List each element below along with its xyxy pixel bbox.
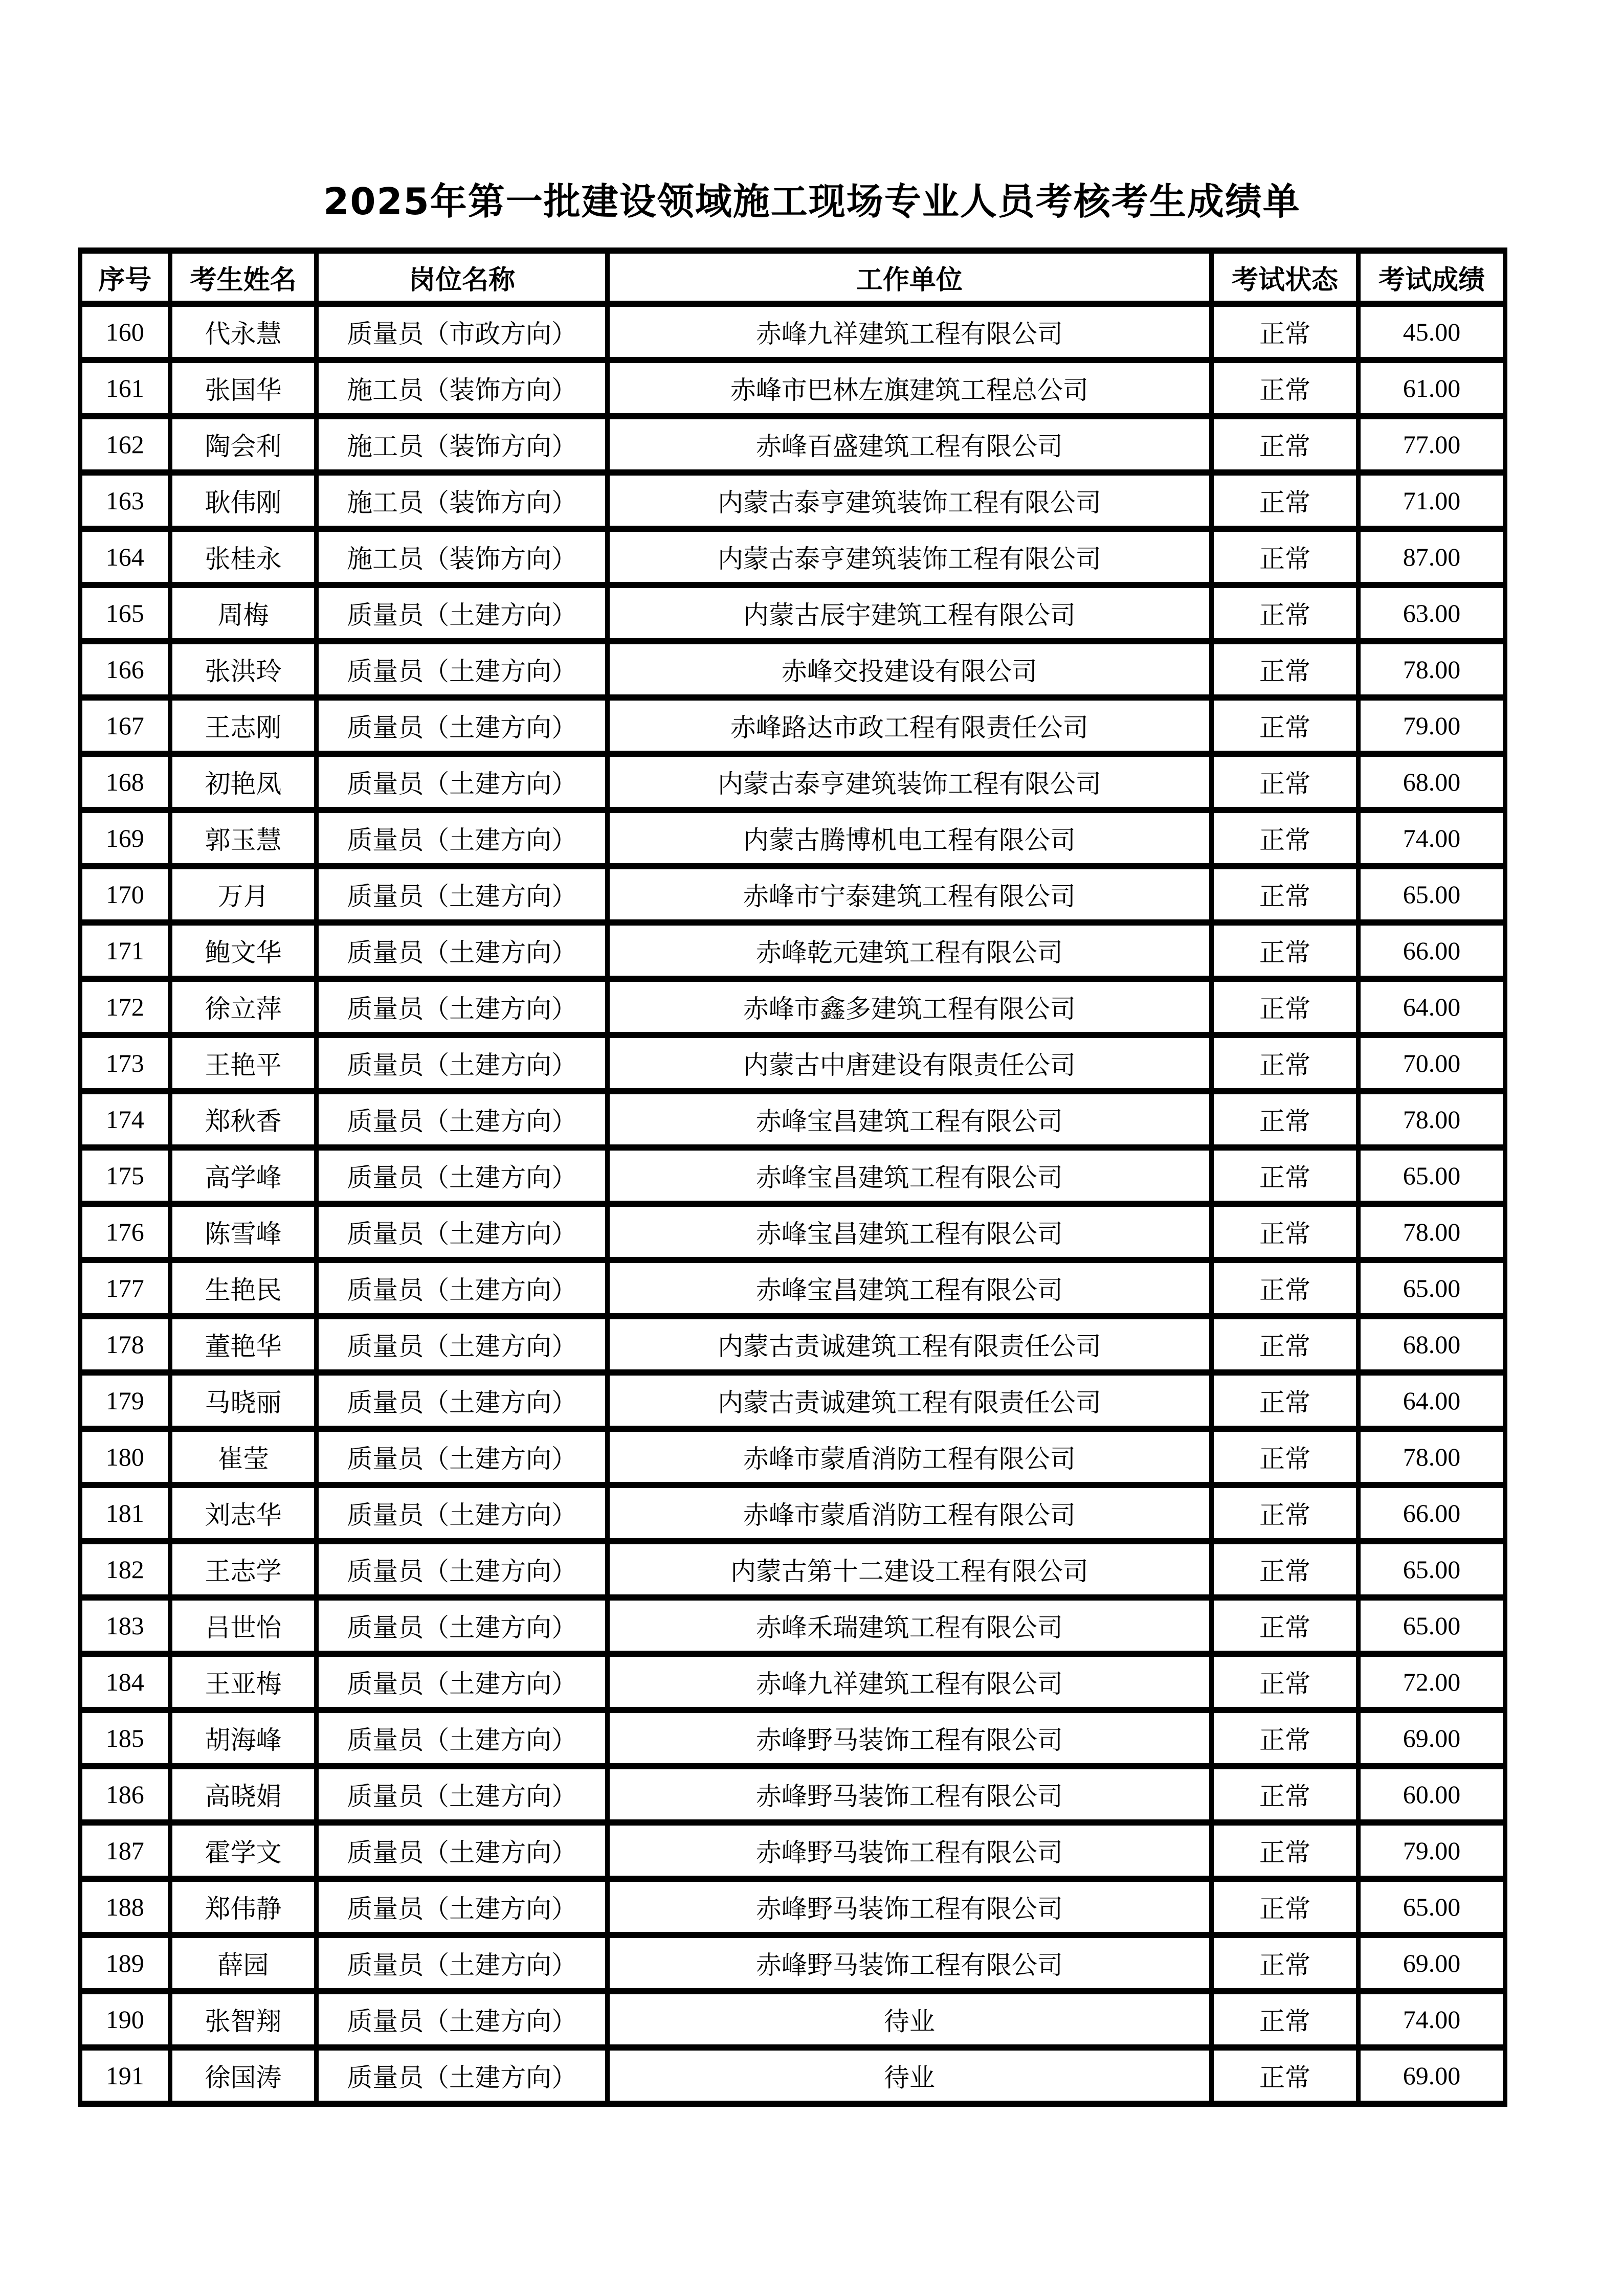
cell-position: 质量员（土建方向） [317,697,607,754]
cell-position: 质量员（土建方向） [317,1879,607,1935]
cell-score: 69.00 [1359,1935,1505,1991]
cell-no: 173 [80,1035,170,1091]
cell-company: 内蒙古腾博机电工程有限公司 [607,810,1211,866]
cell-position: 质量员（土建方向） [317,641,607,697]
table-row [80,1260,1505,1316]
cell-status: 正常 [1212,585,1359,641]
cell-no: 165 [80,585,170,641]
table-row [80,304,1505,360]
cell-score: 78.00 [1359,641,1505,697]
cell-status: 正常 [1212,1147,1359,1204]
cell-status: 正常 [1212,1766,1359,1822]
cell-position: 质量员（土建方向） [317,1091,607,1147]
cell-company: 内蒙古中唐建设有限责任公司 [607,1035,1211,1091]
table-row [80,1204,1505,1260]
cell-score: 66.00 [1359,1485,1505,1541]
cell-status: 正常 [1212,1091,1359,1147]
cell-no: 161 [80,360,170,416]
cell-score: 79.00 [1359,697,1505,754]
cell-no: 184 [80,1654,170,1710]
cell-status: 正常 [1212,1879,1359,1935]
cell-score: 72.00 [1359,1654,1505,1710]
table-row [80,1485,1505,1541]
cell-name: 胡海峰 [170,1710,317,1766]
cell-status: 正常 [1212,1541,1359,1597]
cell-position: 质量员（土建方向） [317,922,607,979]
cell-status: 正常 [1212,922,1359,979]
cell-position: 质量员（土建方向） [317,585,607,641]
cell-no: 181 [80,1485,170,1541]
cell-score: 65.00 [1359,1541,1505,1597]
cell-no: 191 [80,2047,170,2104]
cell-no: 169 [80,810,170,866]
table-row [80,1710,1505,1766]
cell-position: 质量员（土建方向） [317,1822,607,1879]
cell-status: 正常 [1212,866,1359,922]
cell-no: 183 [80,1597,170,1654]
cell-status: 正常 [1212,1372,1359,1429]
cell-score: 60.00 [1359,1766,1505,1822]
cell-no: 166 [80,641,170,697]
cell-company: 内蒙古辰宇建筑工程有限公司 [607,585,1211,641]
cell-company: 赤峰野马装饰工程有限公司 [607,1766,1211,1822]
cell-no: 189 [80,1935,170,1991]
cell-no: 164 [80,529,170,585]
cell-name: 陈雪峰 [170,1204,317,1260]
cell-company: 赤峰野马装饰工程有限公司 [607,1935,1211,1991]
cell-score: 77.00 [1359,416,1505,472]
cell-status: 正常 [1212,1822,1359,1879]
cell-no: 186 [80,1766,170,1822]
cell-no: 187 [80,1822,170,1879]
cell-status: 正常 [1212,304,1359,360]
cell-status: 正常 [1212,697,1359,754]
cell-position: 质量员（土建方向） [317,1147,607,1204]
cell-score: 65.00 [1359,1147,1505,1204]
cell-name: 耿伟刚 [170,472,317,529]
cell-score: 68.00 [1359,754,1505,810]
table-row [80,979,1505,1035]
cell-position: 质量员（土建方向） [317,1429,607,1485]
cell-no: 177 [80,1260,170,1316]
cell-name: 高学峰 [170,1147,317,1204]
cell-score: 69.00 [1359,2047,1505,2104]
cell-score: 65.00 [1359,1597,1505,1654]
page-title: 2025年第一批建设领域施工现场专业人员考核考生成绩单 [323,180,1301,223]
cell-position: 质量员（土建方向） [317,2047,607,2104]
cell-name: 徐国涛 [170,2047,317,2104]
cell-no: 171 [80,922,170,979]
cell-no: 180 [80,1429,170,1485]
cell-score: 79.00 [1359,1822,1505,1879]
cell-score: 78.00 [1359,1429,1505,1485]
cell-company: 待业 [607,1991,1211,2047]
cell-status: 正常 [1212,1991,1359,2047]
table-row [80,1597,1505,1654]
score-table-header [80,251,1505,304]
cell-name: 王亚梅 [170,1654,317,1710]
cell-company: 内蒙古责诚建筑工程有限责任公司 [607,1316,1211,1372]
cell-position: 质量员（土建方向） [317,1710,607,1766]
cell-status: 正常 [1212,1204,1359,1260]
cell-score: 65.00 [1359,1260,1505,1316]
cell-name: 代永慧 [170,304,317,360]
cell-no: 179 [80,1372,170,1429]
cell-name: 张智翔 [170,1991,317,2047]
cell-score: 66.00 [1359,922,1505,979]
cell-no: 162 [80,416,170,472]
cell-status: 正常 [1212,1485,1359,1541]
cell-status: 正常 [1212,2047,1359,2104]
cell-company: 赤峰野马装饰工程有限公司 [607,1822,1211,1879]
cell-score: 78.00 [1359,1091,1505,1147]
header-row [80,251,1505,304]
header-cell-company: 工作单位 [607,251,1211,304]
cell-company: 内蒙古泰亨建筑装饰工程有限公司 [607,754,1211,810]
cell-position: 质量员（土建方向） [317,1541,607,1597]
cell-status: 正常 [1212,1597,1359,1654]
cell-no: 188 [80,1879,170,1935]
cell-name: 郑伟静 [170,1879,317,1935]
score-table [78,247,1507,2107]
header-cell-no: 序号 [80,251,170,304]
cell-position: 质量员（土建方向） [317,866,607,922]
table-row [80,1879,1505,1935]
table-row [80,1316,1505,1372]
cell-position: 质量员（土建方向） [317,1991,607,2047]
cell-name: 薛园 [170,1935,317,1991]
cell-company: 内蒙古泰亨建筑装饰工程有限公司 [607,472,1211,529]
table-row [80,1654,1505,1710]
cell-company: 内蒙古责诚建筑工程有限责任公司 [607,1372,1211,1429]
cell-status: 正常 [1212,810,1359,866]
cell-position: 质量员（土建方向） [317,1372,607,1429]
cell-score: 74.00 [1359,1991,1505,2047]
cell-company: 赤峰市蒙盾消防工程有限公司 [607,1485,1211,1541]
table-row [80,1822,1505,1879]
cell-score: 71.00 [1359,472,1505,529]
cell-status: 正常 [1212,472,1359,529]
cell-status: 正常 [1212,1935,1359,1991]
cell-position: 质量员（市政方向） [317,304,607,360]
cell-company: 内蒙古泰亨建筑装饰工程有限公司 [607,529,1211,585]
cell-status: 正常 [1212,1429,1359,1485]
cell-position: 质量员（土建方向） [317,1035,607,1091]
cell-no: 168 [80,754,170,810]
cell-no: 172 [80,979,170,1035]
cell-status: 正常 [1212,416,1359,472]
cell-status: 正常 [1212,1035,1359,1091]
cell-no: 170 [80,866,170,922]
cell-no: 175 [80,1147,170,1204]
cell-company: 赤峰市鑫多建筑工程有限公司 [607,979,1211,1035]
cell-no: 185 [80,1710,170,1766]
cell-name: 郭玉慧 [170,810,317,866]
cell-score: 78.00 [1359,1204,1505,1260]
cell-score: 65.00 [1359,866,1505,922]
cell-position: 质量员（土建方向） [317,1260,607,1316]
cell-status: 正常 [1212,1654,1359,1710]
table-row [80,585,1505,641]
cell-position: 质量员（土建方向） [317,1316,607,1372]
cell-company: 赤峰野马装饰工程有限公司 [607,1710,1211,1766]
cell-position: 质量员（土建方向） [317,1597,607,1654]
cell-status: 正常 [1212,529,1359,585]
cell-position: 质量员（土建方向） [317,979,607,1035]
cell-no: 163 [80,472,170,529]
cell-name: 王志学 [170,1541,317,1597]
table-row [80,1091,1505,1147]
cell-position: 质量员（土建方向） [317,1935,607,1991]
cell-position: 施工员（装饰方向） [317,529,607,585]
table-row [80,641,1505,697]
table-row [80,1429,1505,1485]
table-row [80,1147,1505,1204]
cell-company: 赤峰百盛建筑工程有限公司 [607,416,1211,472]
cell-company: 赤峰交投建设有限公司 [607,641,1211,697]
header-cell-position: 岗位名称 [317,251,607,304]
cell-score: 74.00 [1359,810,1505,866]
score-table-body [80,304,1505,2104]
cell-name: 马晓丽 [170,1372,317,1429]
header-cell-name: 考生姓名 [170,251,317,304]
table-row [80,472,1505,529]
cell-status: 正常 [1212,1710,1359,1766]
cell-name: 崔莹 [170,1429,317,1485]
cell-name: 霍学文 [170,1822,317,1879]
cell-score: 65.00 [1359,1879,1505,1935]
cell-company: 赤峰宝昌建筑工程有限公司 [607,1091,1211,1147]
table-row [80,2047,1505,2104]
cell-company: 赤峰市巴林左旗建筑工程总公司 [607,360,1211,416]
cell-score: 45.00 [1359,304,1505,360]
table-row [80,1541,1505,1597]
cell-name: 周梅 [170,585,317,641]
cell-position: 质量员（土建方向） [317,1204,607,1260]
cell-position: 质量员（土建方向） [317,1766,607,1822]
cell-status: 正常 [1212,979,1359,1035]
cell-name: 刘志华 [170,1485,317,1541]
table-row [80,922,1505,979]
cell-name: 王志刚 [170,697,317,754]
table-row [80,1991,1505,2047]
cell-position: 施工员（装饰方向） [317,360,607,416]
table-row [80,529,1505,585]
cell-score: 69.00 [1359,1710,1505,1766]
table-row [80,810,1505,866]
cell-position: 质量员（土建方向） [317,810,607,866]
cell-no: 167 [80,697,170,754]
cell-company: 赤峰野马装饰工程有限公司 [607,1879,1211,1935]
table-row [80,1372,1505,1429]
cell-company: 赤峰市蒙盾消防工程有限公司 [607,1429,1211,1485]
cell-name: 张国华 [170,360,317,416]
cell-name: 初艳凤 [170,754,317,810]
cell-name: 万月 [170,866,317,922]
cell-name: 郑秋香 [170,1091,317,1147]
cell-company: 内蒙古第十二建设工程有限公司 [607,1541,1211,1597]
table-row [80,1766,1505,1822]
cell-position: 施工员（装饰方向） [317,416,607,472]
cell-company: 赤峰禾瑞建筑工程有限公司 [607,1597,1211,1654]
cell-score: 64.00 [1359,979,1505,1035]
cell-status: 正常 [1212,754,1359,810]
header-cell-status: 考试状态 [1212,251,1359,304]
cell-name: 陶会利 [170,416,317,472]
cell-no: 178 [80,1316,170,1372]
cell-no: 182 [80,1541,170,1597]
cell-name: 鲍文华 [170,922,317,979]
header-cell-score: 考试成绩 [1359,251,1505,304]
cell-no: 176 [80,1204,170,1260]
cell-score: 61.00 [1359,360,1505,416]
cell-company: 赤峰路达市政工程有限责任公司 [607,697,1211,754]
table-row [80,416,1505,472]
cell-score: 63.00 [1359,585,1505,641]
cell-company: 赤峰九祥建筑工程有限公司 [607,1654,1211,1710]
cell-score: 68.00 [1359,1316,1505,1372]
cell-position: 质量员（土建方向） [317,1485,607,1541]
cell-name: 徐立萍 [170,979,317,1035]
cell-name: 高晓娟 [170,1766,317,1822]
cell-name: 董艳华 [170,1316,317,1372]
cell-score: 87.00 [1359,529,1505,585]
cell-company: 赤峰宝昌建筑工程有限公司 [607,1147,1211,1204]
cell-company: 赤峰乾元建筑工程有限公司 [607,922,1211,979]
table-row [80,1035,1505,1091]
cell-company: 待业 [607,2047,1211,2104]
cell-name: 吕世怡 [170,1597,317,1654]
cell-company: 赤峰市宁泰建筑工程有限公司 [607,866,1211,922]
cell-status: 正常 [1212,360,1359,416]
cell-company: 赤峰宝昌建筑工程有限公司 [607,1204,1211,1260]
cell-status: 正常 [1212,641,1359,697]
cell-no: 174 [80,1091,170,1147]
cell-company: 赤峰宝昌建筑工程有限公司 [607,1260,1211,1316]
cell-score: 64.00 [1359,1372,1505,1429]
table-row [80,697,1505,754]
cell-status: 正常 [1212,1316,1359,1372]
table-row [80,1935,1505,1991]
cell-no: 190 [80,1991,170,2047]
cell-name: 张洪玲 [170,641,317,697]
cell-name: 张桂永 [170,529,317,585]
cell-score: 70.00 [1359,1035,1505,1091]
cell-position: 质量员（土建方向） [317,1654,607,1710]
table-row [80,754,1505,810]
cell-name: 王艳平 [170,1035,317,1091]
cell-company: 赤峰九祥建筑工程有限公司 [607,304,1211,360]
table-row [80,360,1505,416]
cell-name: 生艳民 [170,1260,317,1316]
table-row [80,866,1505,922]
cell-status: 正常 [1212,1260,1359,1316]
cell-position: 施工员（装饰方向） [317,472,607,529]
cell-position: 质量员（土建方向） [317,754,607,810]
cell-no: 160 [80,304,170,360]
